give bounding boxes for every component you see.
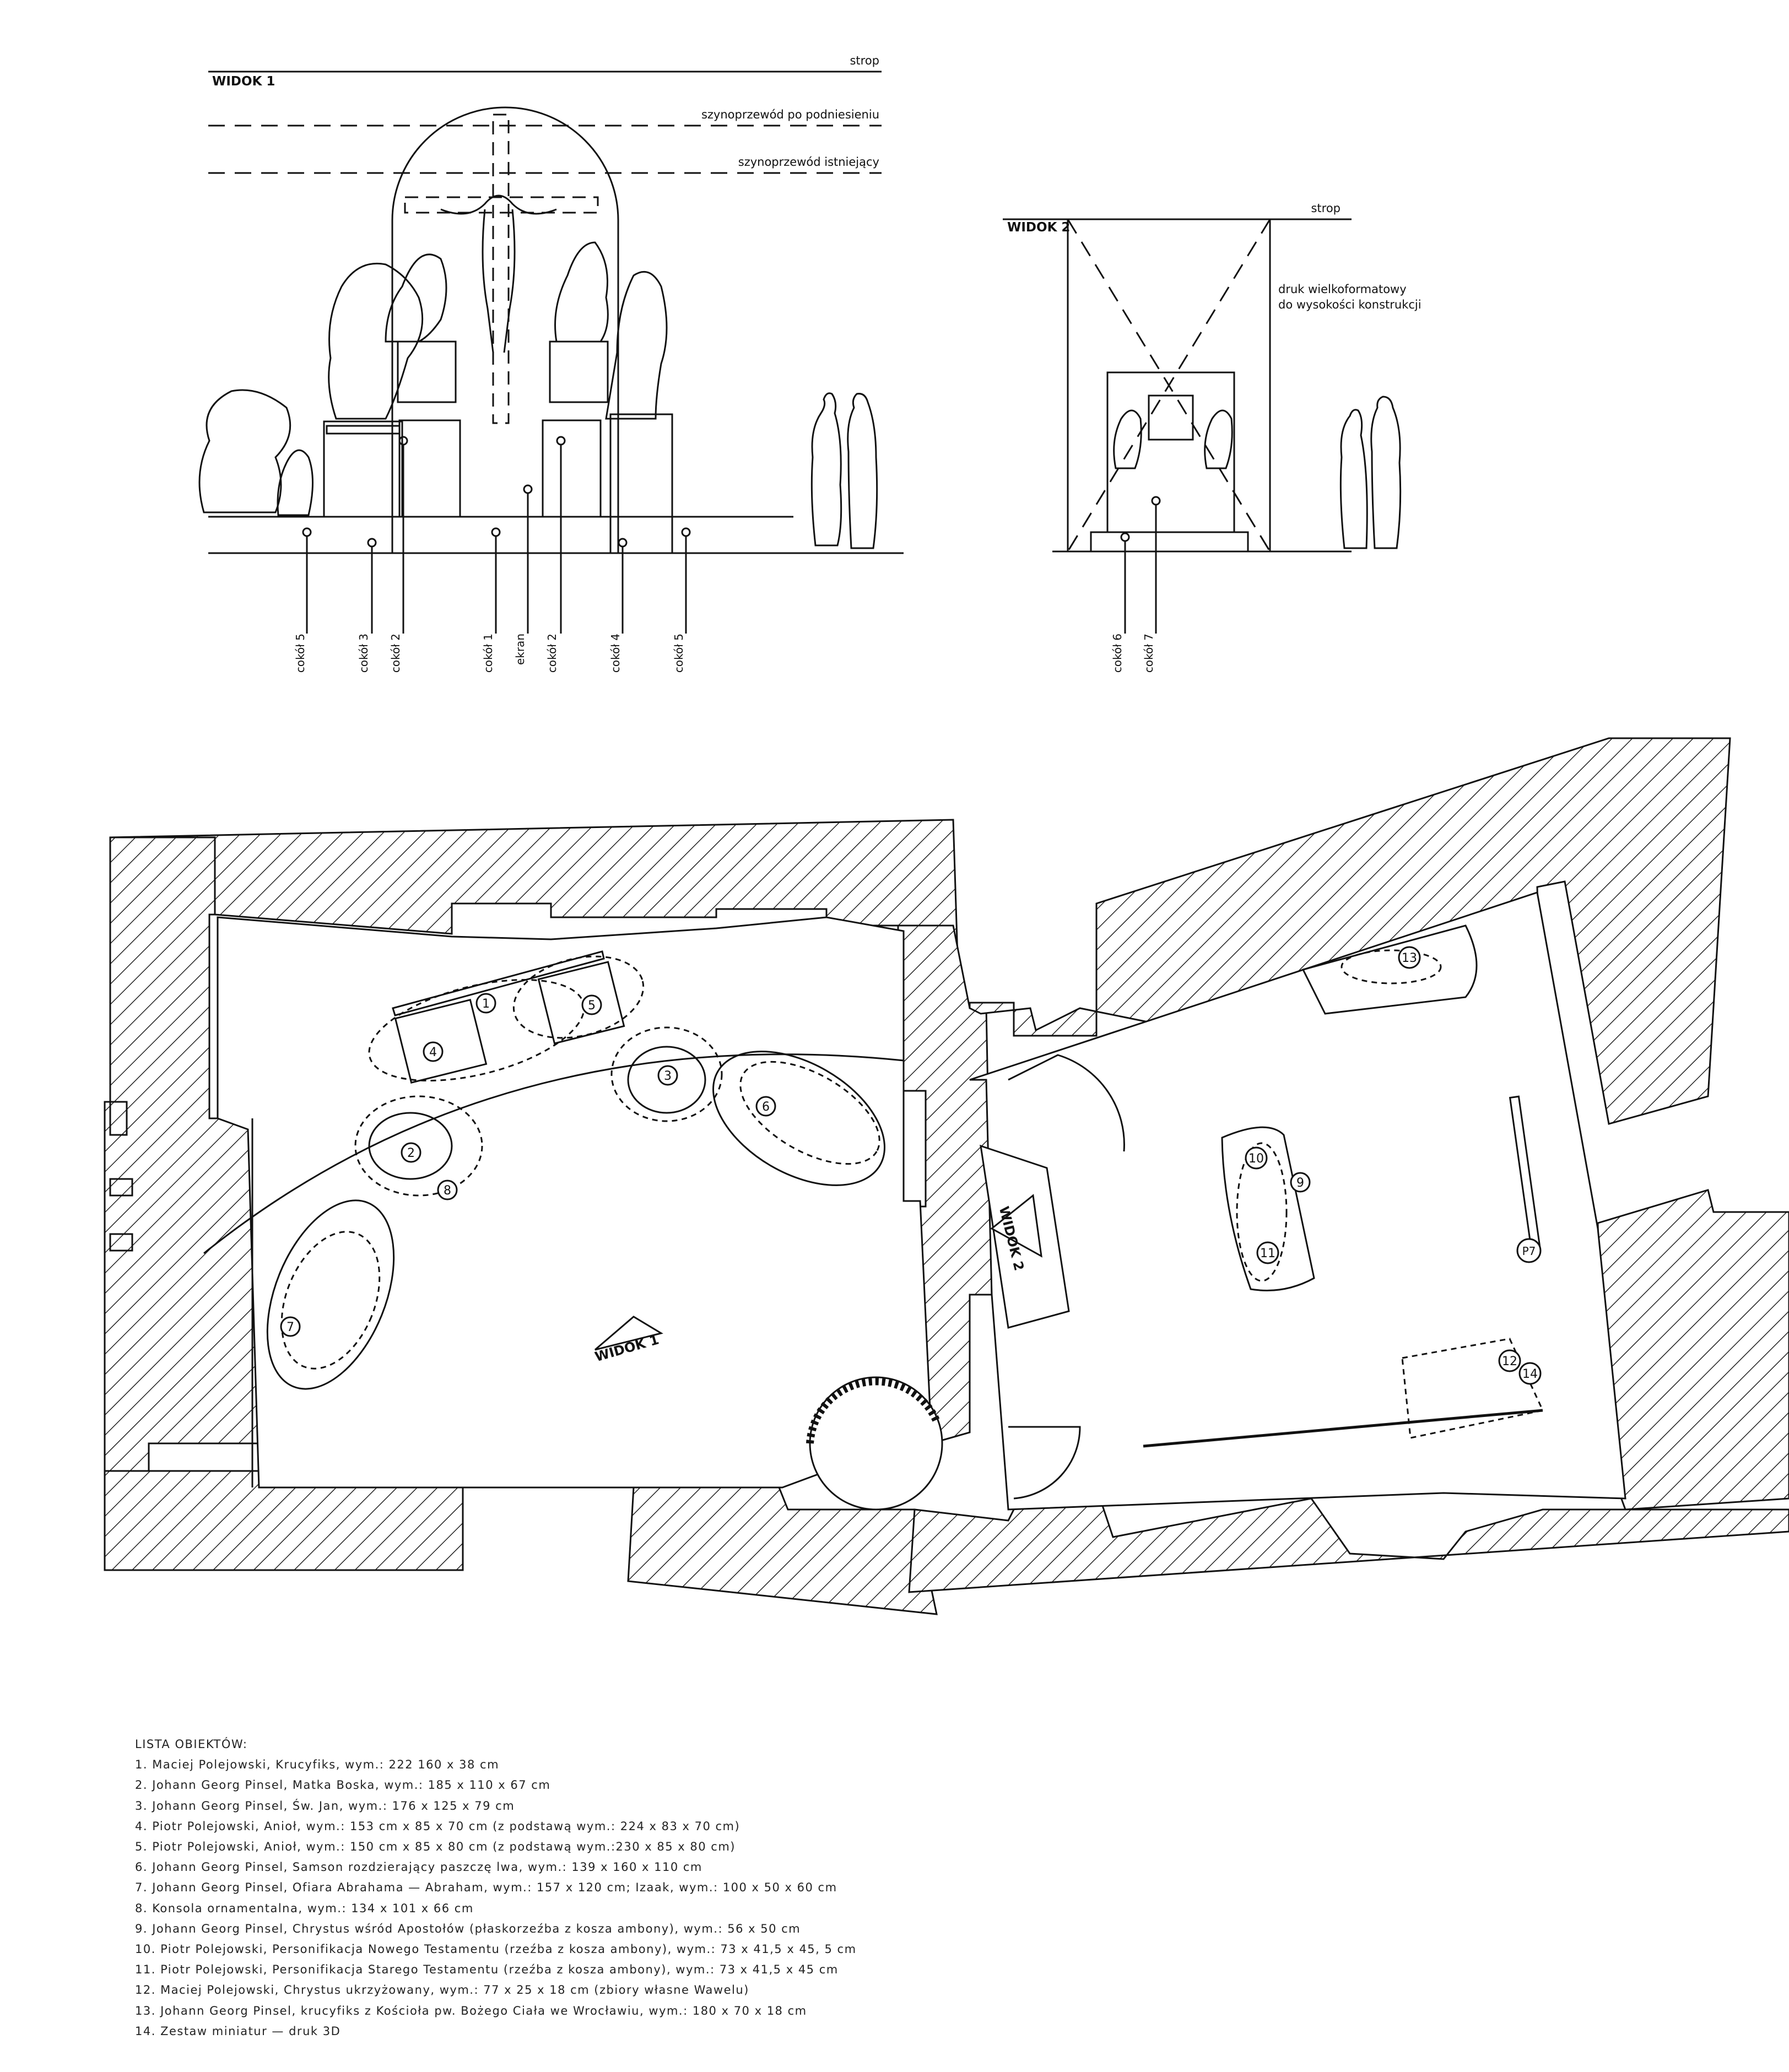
marker-label-5: 5 — [588, 999, 596, 1013]
view2-title: WIDOK 2 — [1007, 220, 1071, 235]
plan-view2-label: WIDOK 2 — [996, 1204, 1027, 1273]
object-list-item: 11. Piotr Polejowski, Personifikacja Starego Testamentu (rzeźba z kosza ambony), wym.: 73 x 41,5 x 45 cm — [135, 1963, 839, 1977]
view1-label-plinth-4: cokół 4 — [609, 634, 622, 673]
view1-texts — [212, 54, 879, 673]
view2-relief — [1149, 396, 1193, 440]
marker-label-13: 13 — [1402, 951, 1417, 965]
visitor-man — [848, 394, 877, 548]
marker-label-12: 12 — [1502, 1355, 1517, 1368]
view2-texts — [1007, 202, 1422, 673]
sculpture-abraham — [199, 390, 290, 512]
wall-room2-bottom — [909, 1498, 1789, 1592]
marker-label-p7: P7 — [1522, 1245, 1536, 1258]
view2-plinth — [1091, 532, 1248, 551]
marker-label-4: 4 — [429, 1046, 437, 1059]
cross-vertical — [493, 115, 509, 423]
object-list-item: 13. Johann Georg Pinsel, krucyfiks z Kościoła pw. Bożego Ciała we Wrocławiu, wym.: 180 x 70 x 18 cm — [135, 2004, 807, 2017]
column-left — [398, 342, 456, 402]
view1-label-plinth-3: cokół 3 — [357, 634, 370, 673]
object-list-item: 2. Johann Georg Pinsel, Matka Boska, wym.: 185 x 110 x 67 cm — [135, 1778, 551, 1792]
view2-visitor-woman — [1341, 410, 1367, 548]
view1-label-plinth-2b: cokół 2 — [545, 634, 559, 673]
view1-label-plinth-1: cokół 1 — [482, 634, 495, 673]
marker-label-8: 8 — [444, 1184, 451, 1198]
view2-print-note-2: do wysokości konstrukcji — [1278, 298, 1422, 311]
sculpture-isaac — [278, 450, 313, 515]
object-list-item: 7. Johann Georg Pinsel, Ofiara Abrahama — Abraham, wym.: 157 x 120 cm; Izaak, wym.: 100 x 50 x 60 cm — [135, 1881, 837, 1895]
view1-label-screen: ekran — [514, 634, 527, 666]
object-list — [135, 1734, 1733, 2042]
view2-label-plinth-7: cokół 7 — [1142, 634, 1155, 673]
marker-label-9: 9 — [1296, 1176, 1304, 1190]
pedestal-left-centre — [543, 420, 601, 517]
marker-label-11: 11 — [1260, 1247, 1275, 1260]
sculpture-st-john — [606, 272, 667, 419]
view1-label-plinth-2a: cokół 2 — [389, 634, 402, 673]
marker-label-3: 3 — [664, 1069, 672, 1083]
pedestal-4 — [610, 414, 672, 553]
view1-title: WIDOK 1 — [212, 74, 275, 89]
sculpture-angel-right — [555, 242, 608, 342]
plan-view1-label: WIDOK 1 — [593, 1332, 661, 1365]
marker-label-7: 7 — [287, 1321, 294, 1334]
view2-figure-left — [1114, 410, 1142, 468]
object-list-item: 5. Piotr Polejowski, Anioł, wym.: 150 cm x 85 x 80 cm (z podstawą wym.:230 x 85 x 80 cm) — [135, 1840, 736, 1854]
wall-room2-right — [1598, 1190, 1789, 1510]
object-list-item: 8. Konsola ornamentalna, wym.: 134 x 101 x 66 cm — [135, 1901, 474, 1915]
floor-plan — [105, 738, 1789, 1614]
column-right — [550, 342, 608, 402]
pedestal-3-top — [327, 426, 399, 434]
object-list-item: 10. Piotr Polejowski, Personifikacja Nowego Testamentu (rzeźba z kosza ambony), wym.: 73 x 41,5 x 45, 5 cm — [135, 1943, 857, 1956]
view2-ceiling-label: strop — [1311, 202, 1341, 215]
marker-label-2: 2 — [407, 1146, 415, 1160]
window-left-1 — [110, 1179, 132, 1195]
marker-label-1: 1 — [482, 997, 490, 1011]
view1-label-plinth-5a: cokół 5 — [294, 634, 307, 673]
window-left-2 — [110, 1234, 132, 1251]
view2-elevation — [1003, 219, 1401, 634]
marker-label-10: 10 — [1248, 1152, 1264, 1166]
visitor-woman — [812, 393, 841, 545]
view2-label-plinth-6: cokół 6 — [1111, 634, 1124, 673]
cross-horizontal — [405, 197, 598, 213]
view1-ceiling-label: strop — [850, 54, 879, 67]
object-list-item: 4. Piotr Polejowski, Anioł, wym.: 153 cm x 85 x 70 cm (z podstawą wym.: 224 x 83 x 70 cm) — [135, 1819, 741, 1833]
marker-label-6: 6 — [762, 1100, 770, 1114]
crucifix-figure — [441, 196, 556, 353]
object-list-item: 6. Johann Georg Pinsel, Samson rozdzierający paszczę lwa, wym.: 139 x 160 x 110 cm — [135, 1860, 702, 1874]
view1-label-plinth-5b: cokół 5 — [672, 634, 685, 673]
object-list-item: 12. Maciej Polejowski, Chrystus ukrzyżowany, wym.: 77 x 25 x 18 cm (zbiory własne Wawelu) — [135, 1983, 749, 1997]
object-list-item: 14. Zestaw miniatur — druk 3D — [135, 2024, 341, 2038]
view2-visitor-man — [1371, 397, 1401, 548]
view1-rail-raised-label: szynoprzewód po podniesieniu — [701, 108, 879, 121]
screen-arch — [392, 107, 618, 553]
pedestal-3 — [324, 421, 402, 517]
sculpture-angel-left — [386, 255, 446, 342]
object-list-item: 1. Maciej Polejowski, Krucyfiks, wym.: 222 160 x 38 cm — [135, 1758, 500, 1772]
object-list-title: LISTA OBIEKTÓW: — [135, 1738, 248, 1751]
object-list-item: 3. Johann Georg Pinsel, Św. Jan, wym.: 176 x 125 x 79 cm — [135, 1799, 515, 1813]
view1-callouts — [303, 437, 690, 634]
view2-figure-right — [1205, 410, 1233, 468]
view2-print-note-1: druk wielkoformatowy — [1278, 283, 1407, 296]
marker-label-14: 14 — [1522, 1367, 1538, 1381]
view1-rail-existing-label: szynoprzewód istniejący — [738, 155, 879, 169]
pedestal-2 — [399, 420, 460, 517]
apse-circle — [810, 1377, 942, 1510]
object-list-item: 9. Johann Georg Pinsel, Chrystus wśród Apostołów (płaskorzeźba z kosza ambony), wym.: 56 x 50 cm — [135, 1922, 801, 1935]
